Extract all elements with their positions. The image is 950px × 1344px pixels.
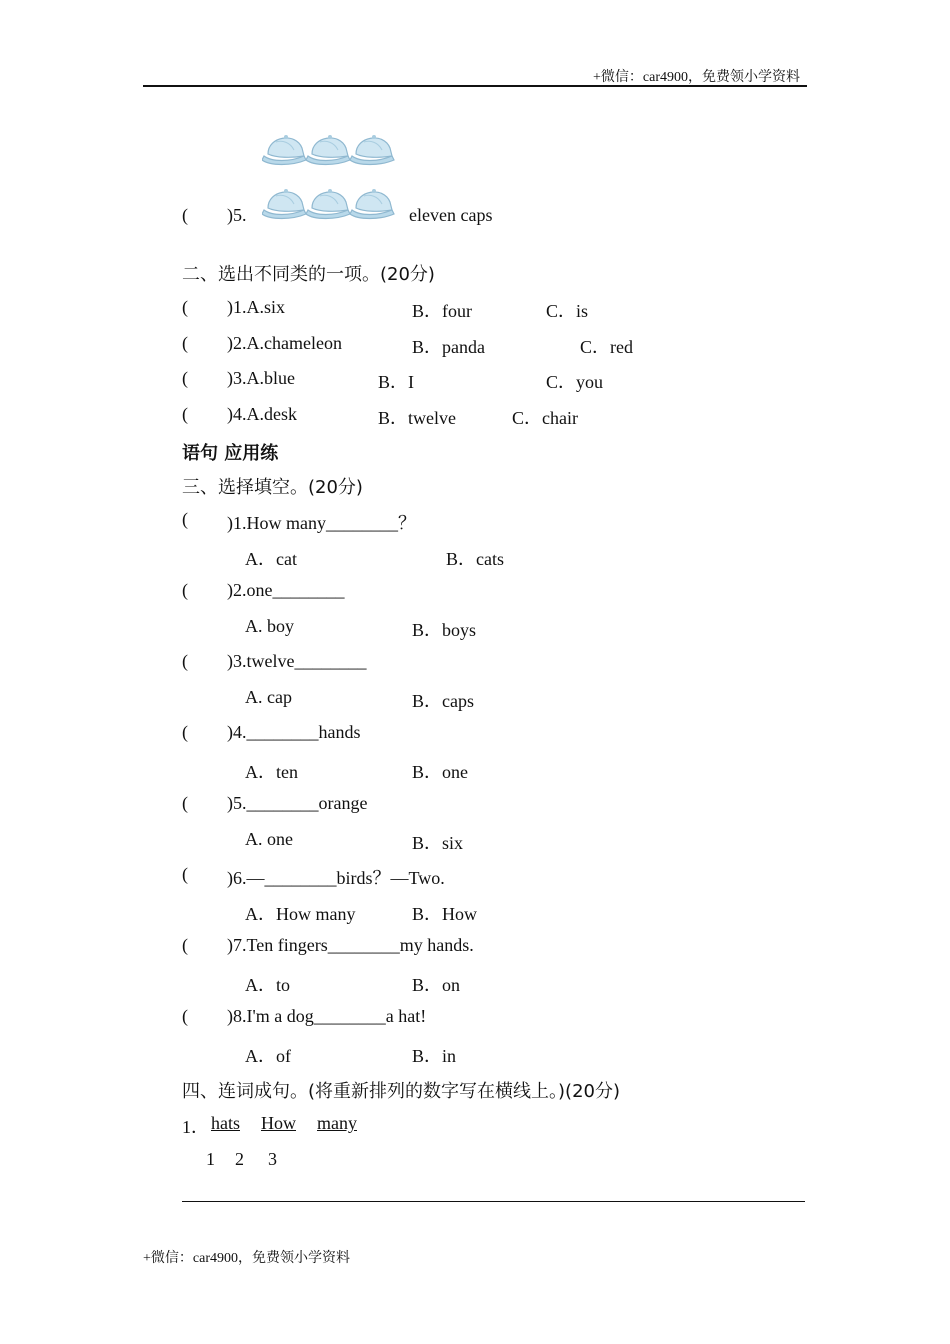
option-a: A．ten [245, 762, 298, 782]
option-a: A．How many [245, 904, 356, 924]
answer-paren: ( [182, 864, 188, 884]
option-a: A．cat [245, 549, 297, 569]
item-number: )5. [227, 205, 247, 225]
item-prefix: 1． [182, 1117, 209, 1137]
option-b: B．six [412, 833, 464, 853]
word-number-2: 2 [235, 1149, 244, 1169]
option-a: A. one [245, 829, 293, 849]
question-stem: )7.Ten fingers________my hands. [227, 935, 474, 955]
option-b: B．twelve [378, 408, 456, 428]
option-c: C．red [580, 337, 633, 357]
answer-paren: ( [182, 509, 188, 529]
question-stem: )3.twelve________ [227, 651, 367, 671]
option-b: B．How [412, 904, 478, 924]
answer-paren: ( [182, 1006, 188, 1026]
option-c: C．chair [512, 408, 578, 428]
option-b: B．panda [412, 337, 485, 357]
section2-title: 二、选出不同类的一项。(20分) [182, 264, 435, 285]
item-answer: eleven caps [409, 205, 493, 225]
question-stem: )3.A.blue [227, 368, 295, 388]
question-stem: )5.________orange [227, 793, 368, 813]
answer-paren: ( [182, 368, 188, 388]
answer-paren: ( [182, 935, 188, 955]
question-stem: )1.A.six [227, 297, 285, 317]
subheading: 语句 应用练 [182, 443, 279, 464]
answer-paren: ( [182, 404, 188, 424]
section4-title: 四、连词成句。(将重新排列的数字写在横线上。)(20分) [182, 1081, 620, 1102]
option-b: B．in [412, 1046, 457, 1066]
question-stem: )2.A.chameleon [227, 333, 342, 353]
option-c: C．you [546, 372, 604, 392]
answer-paren: ( [182, 793, 188, 813]
option-a: A. cap [245, 687, 292, 707]
answer-line[interactable] [182, 1201, 805, 1202]
option-a: A. boy [245, 616, 294, 636]
answer-paren: ( [182, 722, 188, 742]
option-a: A．to [245, 975, 290, 995]
page-header: +微信：car4900，免费领小学资料 [593, 70, 800, 85]
header-divider [143, 85, 807, 87]
question-stem: )8.I'm a dog________a hat! [227, 1006, 427, 1026]
answer-paren: ( [182, 651, 188, 671]
question-stem: )4.________hands [227, 722, 361, 742]
option-b: B．on [412, 975, 461, 995]
option-b: B．I [378, 372, 414, 392]
word-1: hats [211, 1113, 240, 1133]
question-stem: )1.How many________？ [227, 513, 416, 533]
option-b: B．one [412, 762, 468, 782]
question-stem: )4.A.desk [227, 404, 297, 424]
option-b: B．four [412, 301, 472, 321]
option-b: B．boys [412, 620, 477, 640]
answer-paren: ( [182, 333, 188, 353]
page-footer: +微信：car4900，免费领小学资料 [143, 1251, 350, 1266]
section3-title: 三、选择填空。(20分) [182, 477, 363, 498]
question-stem: )2.one________ [227, 580, 345, 600]
option-b: B．cats [446, 549, 504, 569]
option-a: A．of [245, 1046, 291, 1066]
word-number-3: 3 [268, 1149, 277, 1169]
word-3: many [317, 1113, 357, 1133]
caps-icon [262, 126, 398, 222]
word-number-1: 1 [206, 1149, 215, 1169]
option-b: B．caps [412, 691, 474, 711]
caps-picture [262, 126, 398, 227]
answer-paren: ( [182, 580, 188, 600]
word-2: How [261, 1113, 296, 1133]
option-c: C．is [546, 301, 589, 321]
answer-paren: ( [182, 205, 188, 225]
question-stem: )6.—________birds？—Two. [227, 868, 445, 888]
answer-paren: ( [182, 297, 188, 317]
